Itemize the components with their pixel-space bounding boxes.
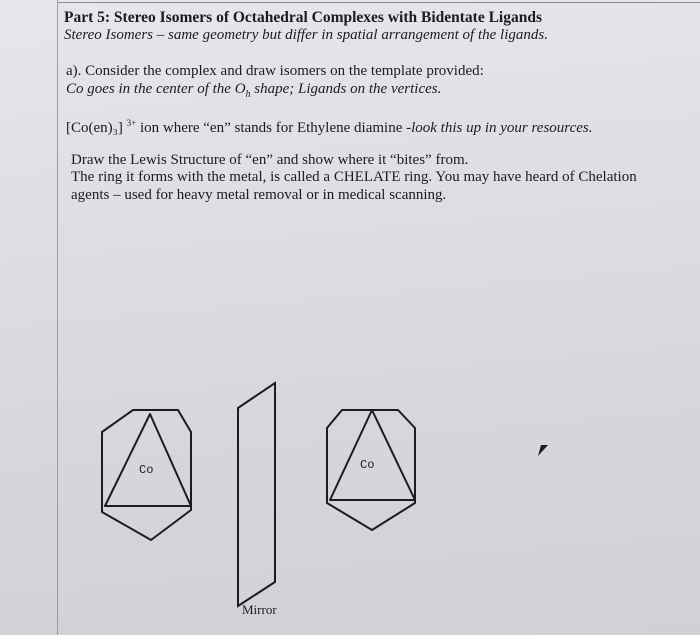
question-a-line2: Co goes in the center of the $O_h$ shape; Ligands on the vertices. xyxy=(66,81,442,100)
left-octahedron-triangle xyxy=(105,414,191,506)
instruction-line3: agents – used for heavy metal removal or in medical scanning. xyxy=(71,187,447,203)
complex-formula: [Co(en)₃] xyxy=(66,120,123,136)
pen-mark xyxy=(538,445,548,456)
mirror-label: Mirror xyxy=(242,602,277,617)
question-a-line1: a). Consider the complex and draw isomers on the template provided: xyxy=(66,63,484,79)
part-subtitle: Stereo Isomers – same geometry but differ in spatial arrangement of the ligands. xyxy=(64,27,548,43)
part-title: Part 5: Stereo Isomers of Octahedral Complexes with Bidentate Ligands xyxy=(64,9,543,26)
right-octahedron-triangle xyxy=(330,410,415,500)
left-center-label: Co xyxy=(139,463,154,477)
mirror-plane xyxy=(238,383,275,606)
complex-formula-line: [Co(en)₃] $^{3+}$ ion where “en” stands for Ethylene diamine -look this up in your resources. xyxy=(66,118,593,136)
instruction-line2: The ring it forms with the metal, is called a CHELATE ring. You may have heard of Chelation xyxy=(71,169,637,185)
instruction-line1: Draw the Lewis Structure of “en” and show where it “bites” from. xyxy=(71,152,469,168)
complex-charge: 3+ xyxy=(126,118,137,128)
right-center-label: Co xyxy=(360,458,375,472)
